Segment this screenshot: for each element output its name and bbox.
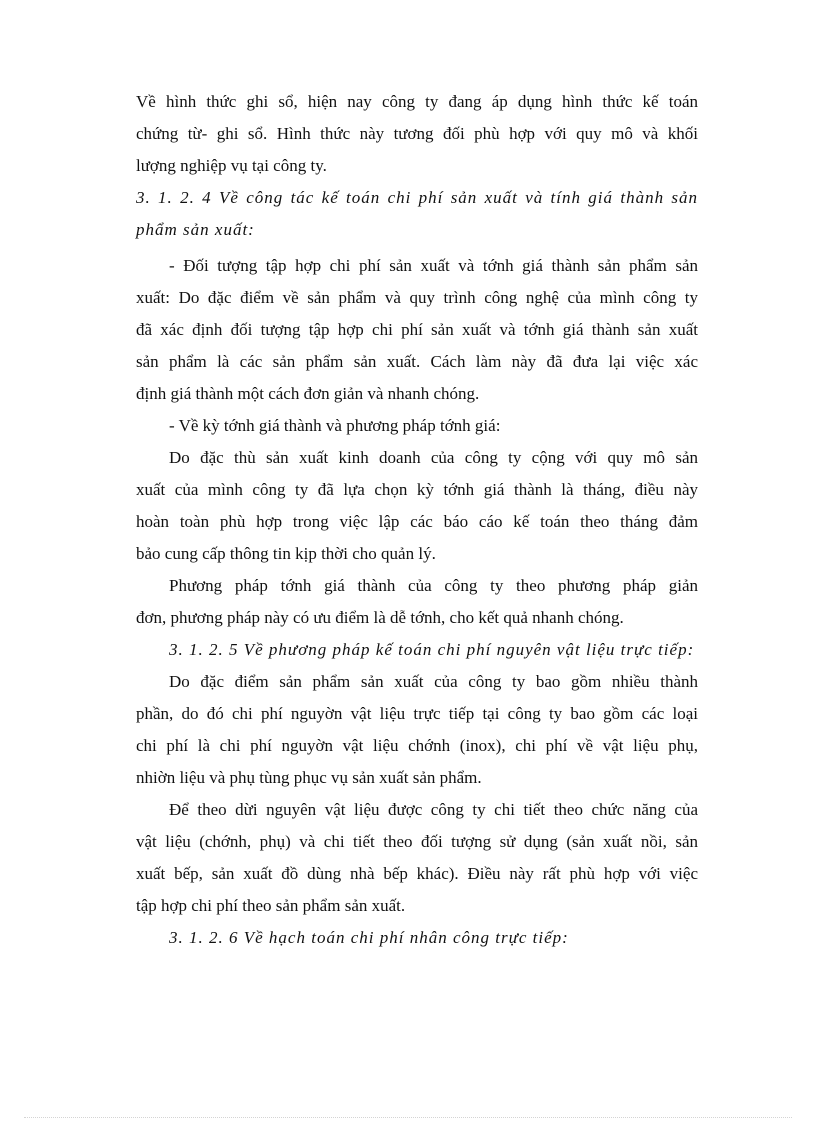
paragraph-line: xuất: Do đặc điểm về sản phẩm và quy trình công nghệ của mình công ty <box>136 288 698 307</box>
paragraph-line: bảo cung cấp thông tin kịp thời cho quản lý. <box>136 544 436 563</box>
paragraph-line: Về hình thức ghi sổ, hiện nay công ty đang áp dụng hình thức kế toán <box>136 92 698 111</box>
paragraph-line: Do đặc thù sản xuất kinh doanh của công ty cộng với quy mô sản <box>169 448 698 467</box>
section-heading-3-1-2-6: 3. 1. 2. 6 Về hạch toán chi phí nhân công trực tiếp: <box>169 928 569 947</box>
paragraph-line: chứng từ- ghi sổ. Hình thức này tương đối phù hợp với quy mô và khối <box>136 124 698 143</box>
section-heading-3-1-2-5: 3. 1. 2. 5 Về phương pháp kế toán chi phí nguyên vật liệu trực tiếp: <box>169 640 695 659</box>
paragraph-line: - Đối tượng tập hợp chi phí sản xuất và tớnh giá thành sản phẩm sản <box>169 256 698 275</box>
paragraph-line: xuất bếp, sản xuất đồ dùng nhà bếp khác). Điều này rất phù hợp với việc <box>136 864 698 883</box>
page-footer-divider <box>24 1117 792 1118</box>
paragraph-line: vật liệu (chớnh, phụ) và chi tiết theo đối tượng sử dụng (sản xuất nồi, sản <box>136 832 698 851</box>
paragraph-line: phần, do đó chi phí nguyờn vật liệu trực tiếp tại công ty bao gồm các loại <box>136 704 698 723</box>
document-page <box>136 86 698 954</box>
paragraph-line: sản phẩm là các sản phẩm sản xuất. Cách làm này đã đưa lại việc xác <box>136 352 698 371</box>
section-heading-3-1-2-4: phẩm sản xuất: <box>136 220 255 239</box>
paragraph-line: Phương pháp tớnh giá thành của công ty theo phương pháp giản <box>169 576 698 595</box>
paragraph-line: đã xác định đối tượng tập hợp chi phí sản xuất và tớnh giá thành sản xuất <box>136 320 698 339</box>
paragraph-line: lượng nghiệp vụ tại công ty. <box>136 156 327 175</box>
paragraph-line: Do đặc điểm sản phẩm sản xuất của công ty bao gồm nhiều thành <box>169 672 698 691</box>
paragraph-line: Để theo dừi nguyên vật liệu được công ty chi tiết theo chức năng của <box>169 800 698 819</box>
paragraph-line: hoàn toàn phù hợp trong việc lập các báo cáo kế toán theo tháng đảm <box>136 512 698 531</box>
paragraph-line: tập hợp chi phí theo sản phẩm sản xuất. <box>136 896 406 915</box>
paragraph-line: nhiờn liệu và phụ tùng phục vụ sản xuất sản phẩm. <box>136 768 482 787</box>
paragraph-line: chi phí là chi phí nguyờn vật liệu chớnh (inox), chi phí về vật liệu phụ, <box>136 736 698 755</box>
paragraph-line: định giá thành một cách đơn giản và nhanh chóng. <box>136 384 480 403</box>
section-heading-3-1-2-4: 3. 1. 2. 4 Về công tác kế toán chi phí sản xuất và tính giá thành sản <box>136 188 698 207</box>
paragraph-line: đơn, phương pháp này có ưu điểm là dễ tớnh, cho kết quả nhanh chóng. <box>136 608 624 627</box>
paragraph-line: - Về kỳ tớnh giá thành và phương pháp tớnh giá: <box>169 416 501 435</box>
paragraph-line: xuất của mình công ty đã lựa chọn kỳ tớnh giá thành là tháng, điều này <box>136 480 698 499</box>
